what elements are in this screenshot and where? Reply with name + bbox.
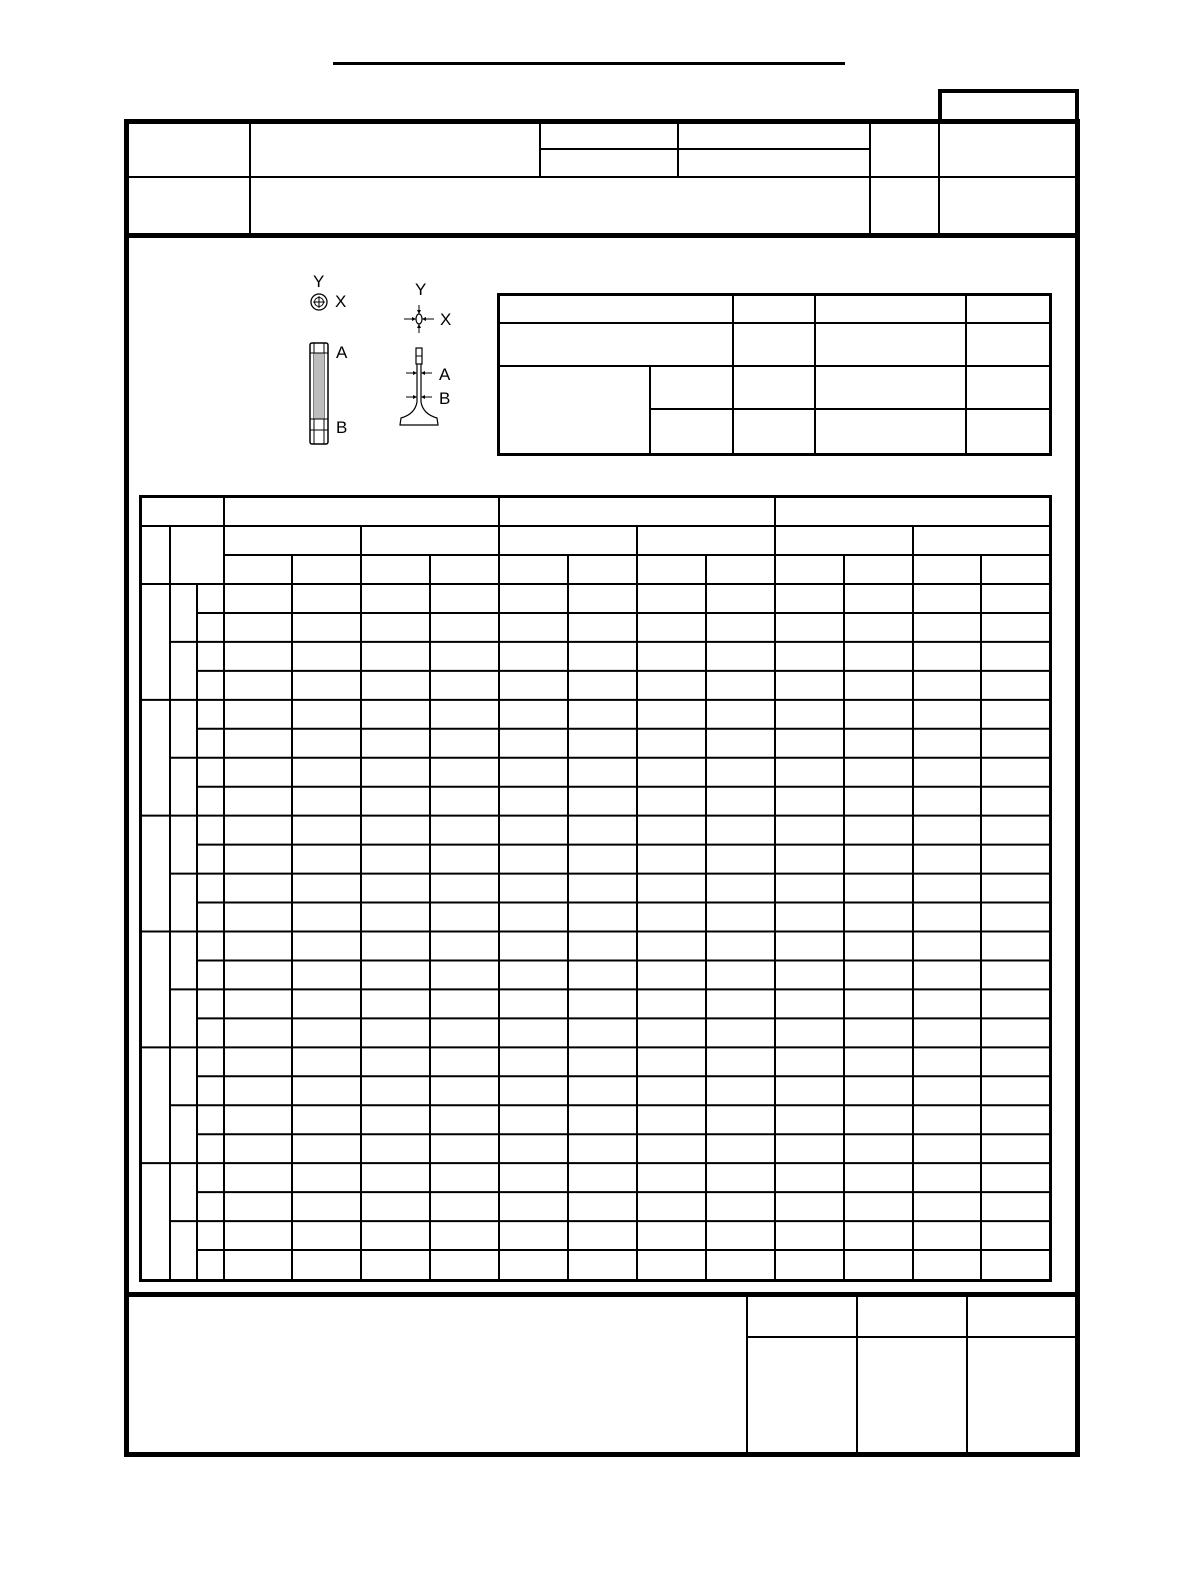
header-label-2a (541, 124, 679, 150)
footer-section (129, 1297, 1075, 1452)
guide-axis-y-label: Y (313, 272, 325, 291)
spec-row2a-cell-3[interactable] (967, 367, 1049, 410)
valve-guide-diagram (300, 280, 360, 450)
remarks-field[interactable] (129, 1297, 748, 1452)
spec-header-3 (816, 296, 967, 324)
header-field-3[interactable] (940, 124, 1075, 178)
valve-point-a-label: A (439, 365, 451, 384)
spec-row1-cell-1[interactable] (734, 324, 816, 367)
header-label-4 (129, 178, 251, 234)
spec-row1-label (500, 324, 734, 367)
guide-point-b-label: B (336, 418, 348, 437)
measurement-grid (142, 498, 1049, 1279)
page-tab-box (938, 89, 1079, 123)
valve-axis-cross-icon (404, 305, 434, 333)
spec-row1-cell-2[interactable] (816, 324, 967, 367)
signature-header-1 (748, 1297, 858, 1338)
spec-row2-group-label (500, 367, 651, 453)
valve-axis-x-label: X (440, 310, 452, 329)
header-field-1[interactable] (251, 124, 541, 178)
spec-row2a-label (651, 367, 734, 410)
header-field-5[interactable] (940, 178, 1075, 234)
spec-row2b-cell-1[interactable] (734, 410, 816, 453)
guide-axis-x-label: X (335, 292, 347, 311)
header-divider (129, 233, 1075, 238)
valve-axis-y-label: Y (415, 280, 427, 299)
header-field-4[interactable] (251, 178, 871, 234)
guide-point-a-label: A (336, 343, 348, 362)
header-label-3 (871, 124, 940, 178)
spec-row1-cell-3[interactable] (967, 324, 1049, 367)
title-rule (333, 62, 845, 65)
spec-row2b-cell-2[interactable] (816, 410, 967, 453)
valve-guide-icon (310, 343, 328, 444)
signature-box-1[interactable] (748, 1338, 858, 1452)
spec-table (500, 296, 1049, 453)
signature-box-3[interactable] (968, 1338, 1075, 1452)
header-section (129, 124, 1075, 234)
header-label-1 (129, 124, 251, 178)
spec-header-4 (967, 296, 1049, 324)
header-field-2a[interactable] (679, 124, 871, 150)
valve-stem-icon (400, 348, 438, 425)
spec-row2b-cell-3[interactable] (967, 410, 1049, 453)
spec-header-1 (500, 296, 734, 324)
header-field-2b[interactable] (679, 150, 871, 178)
signature-header-3 (968, 1297, 1075, 1338)
header-label-5 (871, 178, 940, 234)
spec-row2a-cell-1[interactable] (734, 367, 816, 410)
valve-point-b-label: B (439, 389, 451, 408)
header-label-2b (541, 150, 679, 178)
signature-header-2 (858, 1297, 968, 1338)
spec-row2a-cell-2[interactable] (816, 367, 967, 410)
spec-row2b-label (651, 410, 734, 453)
spec-header-2 (734, 296, 816, 324)
signature-box-2[interactable] (858, 1338, 968, 1452)
